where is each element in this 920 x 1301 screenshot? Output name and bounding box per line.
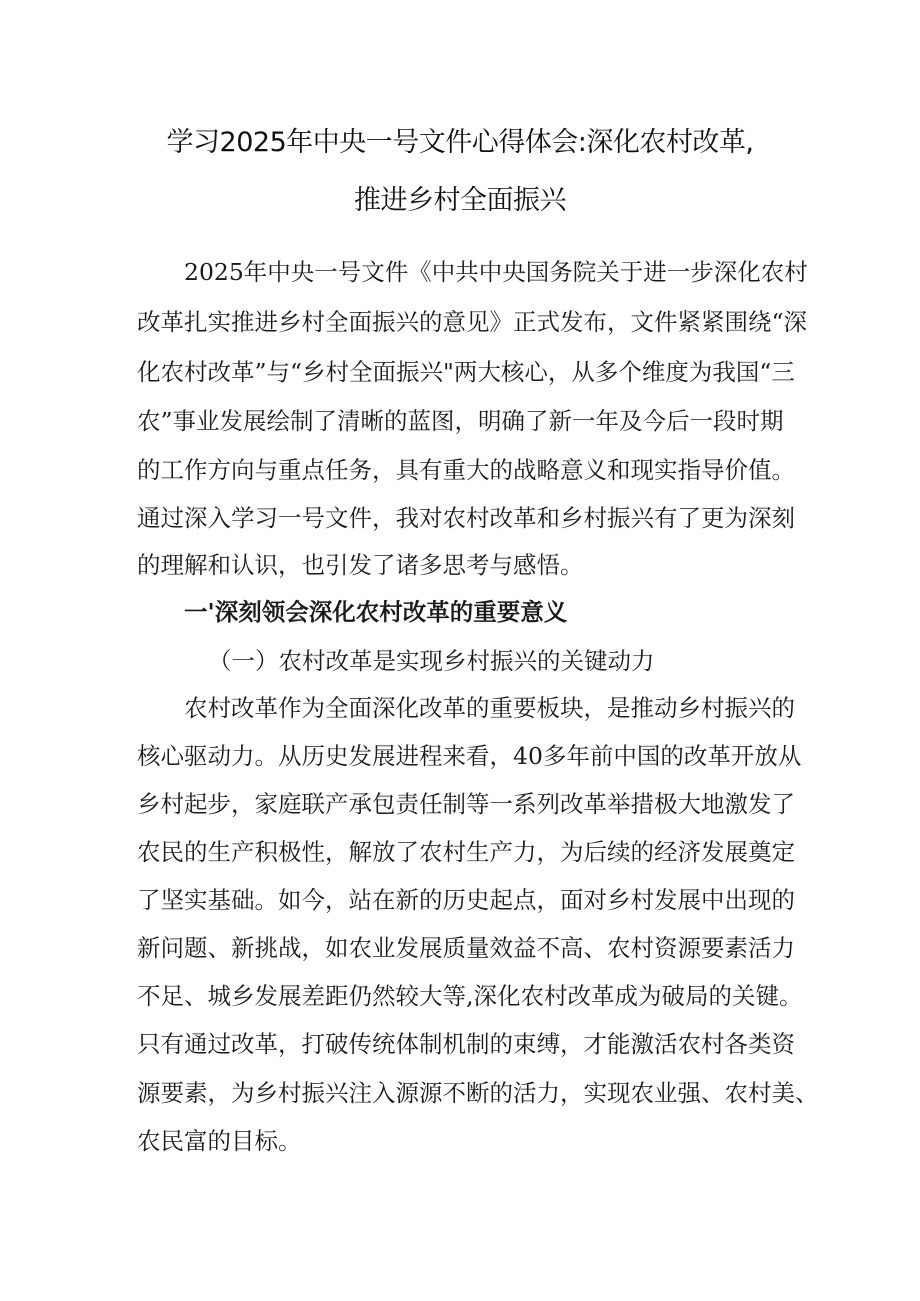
intro-paragraph-line: 改革扎实推进乡村全面振兴的意见》正式发布，文件紧紧围绕“深 bbox=[137, 308, 808, 336]
paragraph-line: 乡村起步，家庭联产承包责任制等一系列改革举措极大地激发了 bbox=[137, 790, 795, 818]
intro-paragraph-line: 的理解和认识，也引发了诸多思考与感悟。 bbox=[137, 551, 584, 579]
paragraph-line: 不足、城乡发展差距仍然较大等,深化农村改革成为破局的关键。 bbox=[137, 982, 803, 1010]
section-heading-1: 一'深刻领会深化农村改革的重要意义 bbox=[184, 598, 568, 626]
subsection-heading-1: （一）农村改革是实现乡村振兴的关键动力 bbox=[208, 647, 655, 675]
intro-paragraph-line: 的工作方向与重点任务，具有重大的战略意义和现实指导价值。 bbox=[137, 456, 795, 484]
paragraph-line: 源要素，为乡村振兴注入源源不断的活力，实现农业强、农村美、 bbox=[137, 1079, 819, 1107]
intro-paragraph-line: 农”事业发展绘制了清晰的蓝图，明确了新一年及今后一段时期 bbox=[137, 407, 784, 435]
paragraph-line: 只有通过改革，打破传统体制机制的束缚，才能激活农村各类资 bbox=[137, 1030, 795, 1058]
intro-paragraph-line: 通过深入学习一号文件，我对农村改革和乡村振兴有了更为深刻 bbox=[137, 504, 795, 532]
intro-paragraph-line: 2025年中央一号文件《中共中央国务院关于进一步深化农村 bbox=[184, 258, 808, 286]
paragraph-line: 农民富的目标。 bbox=[137, 1127, 302, 1155]
document-title-line-2: 推进乡村全面振兴 bbox=[354, 185, 566, 216]
document-title-line-1: 学习2025年中央一号文件心得体会:深化农村改革, bbox=[166, 127, 754, 158]
paragraph-line: 核心驱动力。从历史发展进程来看，40多年前中国的改革开放从 bbox=[137, 742, 802, 770]
paragraph-line: 新问题、新挑战，如农业发展质量效益不高、农村资源要素活力 bbox=[137, 934, 795, 962]
paragraph-line: 了坚实基础。如今，站在新的历史起点，面对乡村发展中出现的 bbox=[137, 886, 795, 914]
intro-paragraph-line: 化农村改革”与“乡村全面振兴"两大核心，从多个维度为我国“三 bbox=[137, 358, 795, 386]
paragraph-line: 农村改革作为全面深化改革的重要板块，是推动乡村振兴的 bbox=[184, 694, 795, 722]
paragraph-line: 农民的生产积极性，解放了农村生产力，为后续的经济发展奠定 bbox=[137, 838, 795, 866]
